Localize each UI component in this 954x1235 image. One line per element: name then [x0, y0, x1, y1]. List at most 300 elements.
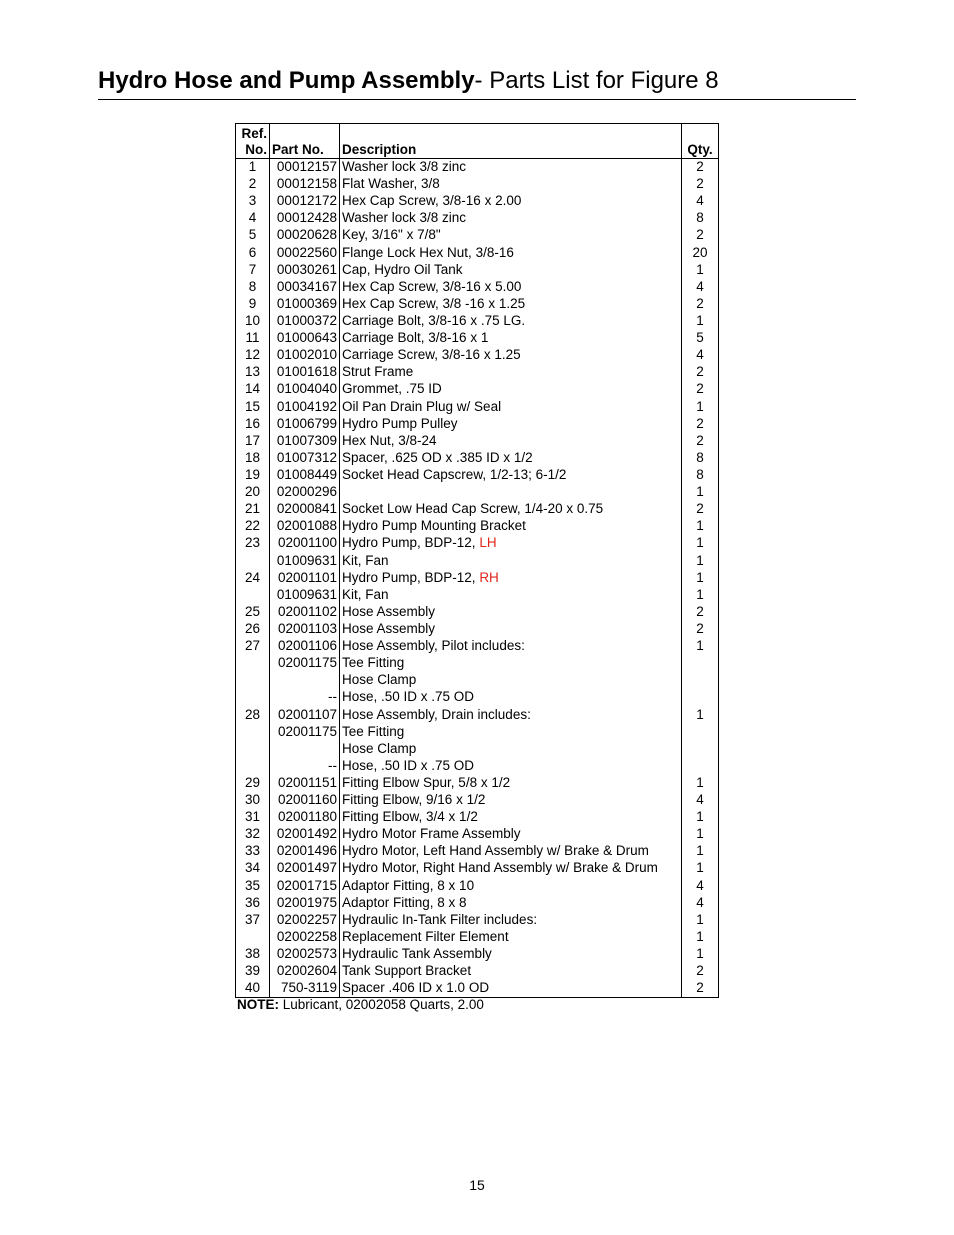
ref-cell-text: 7 [248, 261, 257, 277]
ref-cell-text: 20 [244, 484, 261, 500]
ref-cell [236, 399, 270, 416]
ref-cell [236, 313, 270, 330]
table-row [236, 296, 719, 313]
part-no-cell-text: 02000841 [276, 501, 337, 517]
description-cell-text: Hose Clamp [342, 672, 417, 688]
qty-cell [682, 245, 719, 262]
part-no-cell-text: 01007312 [276, 449, 337, 465]
qty-cell-text: 1 [696, 312, 704, 328]
description-cell-text: Adaptor Fitting, 8 x 8 [342, 894, 467, 910]
table-row [236, 347, 719, 364]
note [237, 997, 484, 1013]
table-header-row [236, 124, 719, 159]
qty-cell [682, 518, 719, 535]
qty-cell [682, 330, 719, 347]
part-no-cell [270, 775, 340, 792]
ref-cell [236, 843, 270, 860]
part-no-cell [270, 724, 340, 741]
part-no-cell [270, 707, 340, 724]
part-no-cell-text: 02002604 [276, 963, 337, 979]
description-cell [340, 501, 682, 518]
qty-cell [682, 843, 719, 860]
qty-cell [682, 467, 719, 484]
qty-cell [682, 980, 719, 998]
qty-cell-text: 1 [696, 911, 704, 927]
description-cell [340, 313, 682, 330]
ref-cell [236, 296, 270, 313]
description-cell-text: Key, 3/16" x 7/8" [342, 227, 441, 243]
description-cell [340, 227, 682, 244]
part-no-cell-text: 00020628 [276, 227, 337, 243]
part-no-cell [270, 621, 340, 638]
ref-cell [236, 279, 270, 296]
ref-cell [236, 484, 270, 501]
description-cell-text: Hose Clamp [342, 740, 417, 756]
ref-cell [236, 775, 270, 792]
table-row [236, 364, 719, 381]
description-cell [340, 946, 682, 963]
table-row [236, 450, 719, 467]
ref-cell [236, 210, 270, 227]
description-cell-text: Washer lock 3/8 zinc [342, 159, 467, 174]
part-no-cell-text: 750-3119 [280, 980, 337, 996]
description-cell-text: Fitting Elbow, 3/4 x 1/2 [342, 809, 478, 825]
description-cell [340, 775, 682, 792]
description-cell [340, 638, 682, 655]
part-no-cell-text: 01000372 [276, 312, 337, 328]
ref-cell-text: 2 [248, 176, 257, 192]
description-cell-text: Strut Frame [342, 364, 414, 380]
ref-cell-text: 40 [244, 980, 261, 996]
ref-cell-text: 33 [244, 843, 261, 859]
ref-cell-text: 27 [244, 638, 261, 654]
qty-cell-text: 1 [696, 638, 704, 654]
description-cell [340, 587, 682, 604]
ref-cell [236, 655, 270, 672]
table-row [236, 621, 719, 638]
part-no-cell-text: 02001715 [276, 877, 337, 893]
part-no-cell-text: 00022560 [276, 244, 337, 260]
table-row [236, 792, 719, 809]
ref-cell-text: 1 [248, 159, 257, 174]
qty-cell [682, 279, 719, 296]
part-no-cell-text: 02002257 [276, 911, 337, 927]
ref-cell [236, 672, 270, 689]
ref-cell-text: 14 [244, 381, 261, 397]
qty-cell-text: 2 [696, 415, 704, 431]
ref-cell [236, 364, 270, 381]
part-no-cell [270, 980, 340, 998]
ref-cell-text: 35 [244, 877, 261, 893]
part-no-cell-text: 02001160 [277, 792, 337, 808]
description-cell-text: Hex Cap Screw, 3/8 -16 x 1.25 [342, 295, 526, 311]
table-row [236, 638, 719, 655]
note-text: Lubricant, 02002058 Quarts, 2.00 [279, 997, 484, 1012]
part-no-cell-text: 01009631 [276, 586, 337, 602]
part-no-cell-text: 01006799 [276, 415, 337, 431]
ref-cell-text: 6 [248, 244, 257, 260]
ref-cell [236, 587, 270, 604]
ref-cell-text: 9 [248, 295, 257, 311]
part-no-cell [270, 518, 340, 535]
part-no-cell [270, 587, 340, 604]
description-cell [340, 553, 682, 570]
table-row [236, 330, 719, 347]
part-no-cell-text: 00030261 [276, 261, 337, 277]
qty-cell [682, 672, 719, 689]
qty-cell [682, 946, 719, 963]
header-description: Description [340, 124, 682, 159]
table-row [236, 570, 719, 587]
side-label: LH [479, 535, 497, 551]
description-cell [340, 707, 682, 724]
table-row [236, 843, 719, 860]
ref-cell-text: 15 [244, 398, 261, 414]
ref-cell [236, 878, 270, 895]
qty-cell [682, 364, 719, 381]
part-no-cell-text: 00012428 [276, 210, 337, 226]
table-row [236, 313, 719, 330]
part-no-cell [270, 159, 340, 177]
part-no-cell [270, 860, 340, 877]
qty-cell-text: 1 [696, 946, 704, 962]
ref-cell-text: 3 [248, 193, 257, 209]
ref-cell [236, 518, 270, 535]
description-cell [340, 347, 682, 364]
description-cell-text: Hex Cap Screw, 3/8-16 x 5.00 [342, 278, 522, 294]
qty-cell-text: 1 [696, 706, 704, 722]
part-no-cell [270, 467, 340, 484]
qty-cell-text: 4 [696, 792, 704, 808]
part-no-cell [270, 826, 340, 843]
parts-table [235, 123, 719, 998]
description-cell [340, 330, 682, 347]
qty-cell [682, 450, 719, 467]
part-no-cell [270, 227, 340, 244]
ref-cell [236, 467, 270, 484]
table-row [236, 724, 719, 741]
ref-cell-text: 25 [244, 603, 261, 619]
qty-cell-text: 2 [696, 381, 704, 397]
qty-cell [682, 227, 719, 244]
description-cell-text: Socket Low Head Cap Screw, 1/4-20 x 0.75 [342, 501, 604, 517]
parts-table-body [236, 159, 719, 998]
table-row [236, 809, 719, 826]
qty-cell [682, 570, 719, 587]
qty-cell [682, 741, 719, 758]
part-no-cell-text: 00034167 [276, 278, 337, 294]
ref-cell-text: 38 [244, 946, 261, 962]
part-no-cell [270, 946, 340, 963]
ref-cell-text: 16 [244, 415, 261, 431]
qty-cell-text: 4 [696, 193, 704, 209]
ref-cell-text: 30 [244, 792, 261, 808]
header-ref-no [236, 124, 270, 159]
page-title-rest: - Parts List for Figure 8 [474, 67, 719, 94]
table-row [236, 399, 719, 416]
qty-cell [682, 809, 719, 826]
ref-cell [236, 553, 270, 570]
table-row [236, 535, 719, 552]
ref-cell-text: 18 [244, 449, 261, 465]
qty-cell-text: 1 [696, 809, 704, 825]
note-label: NOTE: [237, 997, 279, 1012]
ref-cell [236, 963, 270, 980]
ref-cell [236, 604, 270, 621]
qty-cell-text: 4 [696, 278, 704, 294]
description-cell-text: Hose Assembly [342, 620, 436, 636]
qty-cell [682, 878, 719, 895]
ref-cell [236, 416, 270, 433]
part-no-cell-text: 02001106 [277, 638, 337, 654]
qty-cell [682, 381, 719, 398]
ref-cell [236, 570, 270, 587]
part-no-cell-text: 01004040 [276, 381, 337, 397]
description-cell [340, 262, 682, 279]
qty-cell-text: 2 [696, 980, 704, 996]
ref-cell-text: 8 [248, 278, 257, 294]
description-cell [340, 860, 682, 877]
description-cell-text: Carriage Bolt, 3/8-16 x 1 [342, 330, 489, 346]
ref-cell [236, 689, 270, 706]
table-row [236, 895, 719, 912]
part-no-cell [270, 672, 340, 689]
table-row [236, 775, 719, 792]
part-no-cell [270, 655, 340, 672]
description-cell [340, 963, 682, 980]
part-no-cell [270, 279, 340, 296]
part-no-cell [270, 381, 340, 398]
part-no-cell [270, 535, 340, 552]
qty-cell [682, 604, 719, 621]
table-row [236, 518, 719, 535]
table-row [236, 946, 719, 963]
qty-cell [682, 826, 719, 843]
ref-cell [236, 912, 270, 929]
ref-cell [236, 330, 270, 347]
table-row [236, 245, 719, 262]
qty-cell-text: 1 [696, 826, 704, 842]
qty-cell [682, 484, 719, 501]
description-cell [340, 433, 682, 450]
description-cell [340, 809, 682, 826]
qty-cell [682, 159, 719, 177]
description-cell-text: Carriage Screw, 3/8-16 x 1.25 [342, 347, 521, 363]
part-no-cell [270, 929, 340, 946]
ref-cell-text: 19 [244, 466, 261, 482]
ref-cell [236, 707, 270, 724]
ref-cell-text: 24 [244, 569, 261, 585]
description-cell-text: Hydro Pump Pulley [342, 415, 458, 431]
part-no-cell [270, 262, 340, 279]
part-no-cell-text: 01008449 [276, 466, 337, 482]
description-cell-text: Fitting Elbow, 9/16 x 1/2 [342, 792, 486, 808]
description-cell-text: Spacer, .625 OD x .385 ID x 1/2 [342, 449, 533, 465]
qty-cell-text: 8 [696, 466, 704, 482]
ref-cell [236, 929, 270, 946]
ref-cell [236, 381, 270, 398]
part-no-cell-text: 02001975 [276, 894, 337, 910]
part-no-cell-text: 02001175 [277, 655, 337, 671]
qty-cell [682, 262, 719, 279]
ref-cell [236, 741, 270, 758]
qty-cell-text: 2 [696, 432, 704, 448]
part-no-cell [270, 364, 340, 381]
ref-cell [236, 347, 270, 364]
part-no-cell [270, 501, 340, 518]
ref-cell [236, 860, 270, 877]
ref-cell-text: 4 [248, 210, 257, 226]
table-row [236, 758, 719, 775]
part-no-cell [270, 912, 340, 929]
description-cell [340, 570, 682, 587]
description-cell-text: Hex Cap Screw, 3/8-16 x 2.00 [342, 193, 522, 209]
description-cell [340, 655, 682, 672]
table-row [236, 416, 719, 433]
qty-cell-text: 4 [696, 877, 704, 893]
ref-cell-text: 26 [244, 620, 261, 636]
part-no-cell [270, 570, 340, 587]
ref-cell [236, 758, 270, 775]
description-cell [340, 621, 682, 638]
qty-cell [682, 707, 719, 724]
description-cell-text: Hydro Motor Frame Assembly [342, 826, 521, 842]
qty-cell-text: 2 [696, 501, 704, 517]
qty-cell-text: 4 [696, 894, 704, 910]
part-no-cell [270, 433, 340, 450]
description-cell [340, 176, 682, 193]
part-no-cell-text: 02001100 [277, 535, 337, 551]
qty-cell-text: 4 [696, 347, 704, 363]
qty-cell-text: 1 [696, 586, 704, 602]
table-row [236, 860, 719, 877]
description-cell-text: Hose Assembly [342, 603, 436, 619]
description-cell [340, 210, 682, 227]
qty-cell [682, 553, 719, 570]
description-cell [340, 758, 682, 775]
table-row [236, 929, 719, 946]
part-no-cell [270, 963, 340, 980]
table-row [236, 587, 719, 604]
description-cell-text: Hose Assembly, Pilot includes: [342, 638, 525, 654]
ref-cell [236, 262, 270, 279]
ref-cell [236, 980, 270, 998]
ref-cell [236, 724, 270, 741]
description-cell-text: Replacement Filter Element [342, 928, 509, 944]
ref-cell-text: 34 [244, 860, 261, 876]
part-no-cell [270, 313, 340, 330]
description-cell-text: Spacer .406 ID x 1.0 OD [342, 980, 490, 996]
part-no-cell-text: 02001103 [277, 620, 337, 636]
description-cell-text: Hydro Pump, BDP-12, [342, 535, 480, 551]
ref-cell [236, 946, 270, 963]
description-cell-text: Tank Support Bracket [342, 963, 472, 979]
qty-cell-text: 1 [696, 774, 704, 790]
qty-cell [682, 912, 719, 929]
part-no-cell-text: 02001107 [277, 706, 337, 722]
qty-cell-text: 8 [696, 210, 704, 226]
ref-cell [236, 176, 270, 193]
qty-cell [682, 655, 719, 672]
part-no-cell [270, 245, 340, 262]
part-no-cell-text: 00012157 [276, 159, 337, 174]
description-cell-text: Tee Fitting [342, 723, 405, 739]
description-cell [340, 980, 682, 998]
qty-cell [682, 963, 719, 980]
side-label: RH [479, 569, 499, 585]
table-row [236, 741, 719, 758]
table-row [236, 672, 719, 689]
table-row [236, 484, 719, 501]
description-cell-text: Hose Assembly, Drain includes: [342, 706, 531, 722]
qty-cell-text: 2 [696, 227, 704, 243]
header-ref-line2: No. [245, 142, 267, 157]
part-no-cell-text: 02001175 [277, 723, 337, 739]
part-no-cell [270, 484, 340, 501]
qty-cell [682, 587, 719, 604]
part-no-cell [270, 604, 340, 621]
description-cell [340, 672, 682, 689]
table-row [236, 210, 719, 227]
qty-cell-text: 2 [696, 620, 704, 636]
qty-cell-text: 2 [696, 963, 704, 979]
table-row [236, 689, 719, 706]
description-cell-text: Adaptor Fitting, 8 x 10 [342, 877, 475, 893]
header-qty: Qty. [682, 124, 719, 159]
qty-cell-text: 1 [696, 552, 704, 568]
qty-cell [682, 535, 719, 552]
part-no-cell [270, 210, 340, 227]
ref-cell [236, 809, 270, 826]
qty-cell [682, 724, 719, 741]
qty-cell [682, 193, 719, 210]
description-cell-text: Hydro Pump Mounting Bracket [342, 518, 526, 534]
part-no-cell-text: 02001101 [277, 569, 337, 585]
ref-cell-text: 23 [244, 535, 261, 551]
description-cell [340, 159, 682, 177]
part-no-cell [270, 330, 340, 347]
part-no-cell [270, 416, 340, 433]
qty-cell [682, 501, 719, 518]
description-cell [340, 364, 682, 381]
ref-cell-text: 5 [248, 227, 257, 243]
part-no-cell-text: 00012172 [276, 193, 337, 209]
description-cell [340, 741, 682, 758]
description-cell-text: Oil Pan Drain Plug w/ Seal [342, 398, 502, 414]
qty-cell [682, 399, 719, 416]
table-row [236, 227, 719, 244]
part-no-cell-text: 01004192 [276, 398, 337, 414]
ref-cell [236, 227, 270, 244]
ref-cell [236, 193, 270, 210]
description-cell [340, 535, 682, 552]
description-cell-text: Kit, Fan [342, 552, 389, 568]
part-no-cell-text: 02001180 [277, 809, 337, 825]
qty-cell-text: 2 [696, 364, 704, 380]
part-no-cell [270, 689, 340, 706]
ref-cell-text: 21 [244, 501, 261, 517]
qty-cell-text: 1 [696, 928, 704, 944]
table-row [236, 467, 719, 484]
table-row [236, 381, 719, 398]
part-no-cell [270, 176, 340, 193]
description-cell [340, 895, 682, 912]
description-cell-text: Hydro Pump, BDP-12, [342, 569, 480, 585]
part-no-cell [270, 399, 340, 416]
qty-cell [682, 296, 719, 313]
qty-cell-text: 5 [696, 330, 704, 346]
description-cell-text: Carriage Bolt, 3/8-16 x .75 LG. [342, 312, 526, 328]
